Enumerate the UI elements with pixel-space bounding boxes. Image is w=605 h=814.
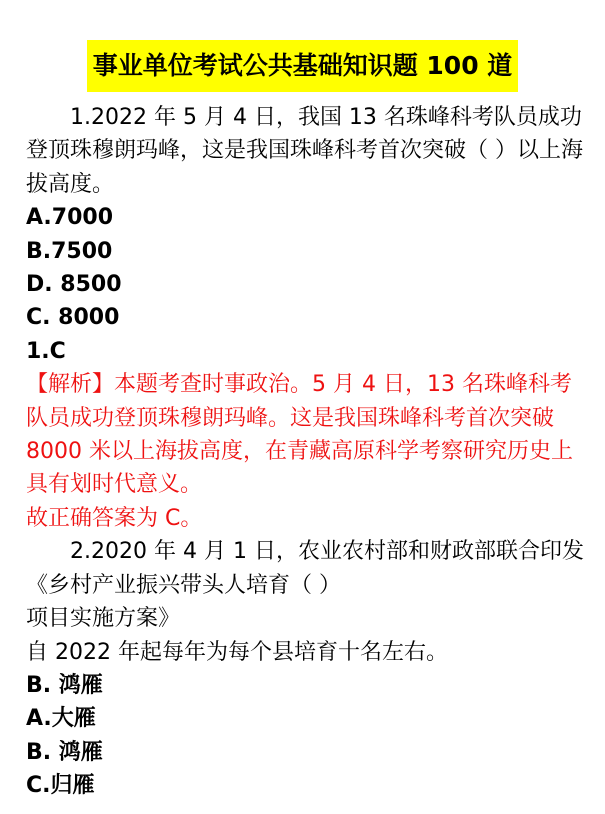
question-1-answer: 1.C <box>26 338 66 364</box>
question-1-analysis: 【解析】本题考查时事政治。5 月 4 日，13 名珠峰科考队员成功登顶珠穆朗玛峰。这是我国珠峰科考首次突破 8000 米以上海拔高度，在青藏高原科学考察研究历史上具有划时代意义。 <box>26 372 573 498</box>
question-2-stem-line: 项目实施方案》 <box>26 606 181 632</box>
question-1-option-d: D. 8500 <box>26 272 122 298</box>
question-1-option-b: B.7500 <box>26 238 113 264</box>
question-1-conclusion: 故正确答案为 C。 <box>26 505 203 531</box>
question-1-stem: 1.2022 年 5 月 4 日，我国 13 名珠峰科考队员成功登顶珠穆朗玛峰，这是我国珠峰科考首次突破（ ）以上海拔高度。 <box>26 105 583 197</box>
question-2-option: B. 鸿雁 <box>26 672 103 698</box>
document-title: 事业单位考试公共基础知识题 100 道 <box>87 40 519 92</box>
question-2-option-b: B. 鸿雁 <box>26 739 103 765</box>
question-content <box>26 101 588 803</box>
question-2-option-a: A.大雁 <box>26 706 96 732</box>
question-1-option-c: C. 8000 <box>26 305 120 331</box>
question-2-option-c: C.归雁 <box>26 773 95 799</box>
question-2-stem-line: 自 2022 年起每年为每个县培育十名左右。 <box>26 639 448 665</box>
question-2-stem: 2.2020 年 4 月 1 日，农业农村部和财政部联合印发《乡村产业振兴带头人培育（ ） <box>26 539 584 598</box>
question-1-option-a: A.7000 <box>26 205 114 231</box>
